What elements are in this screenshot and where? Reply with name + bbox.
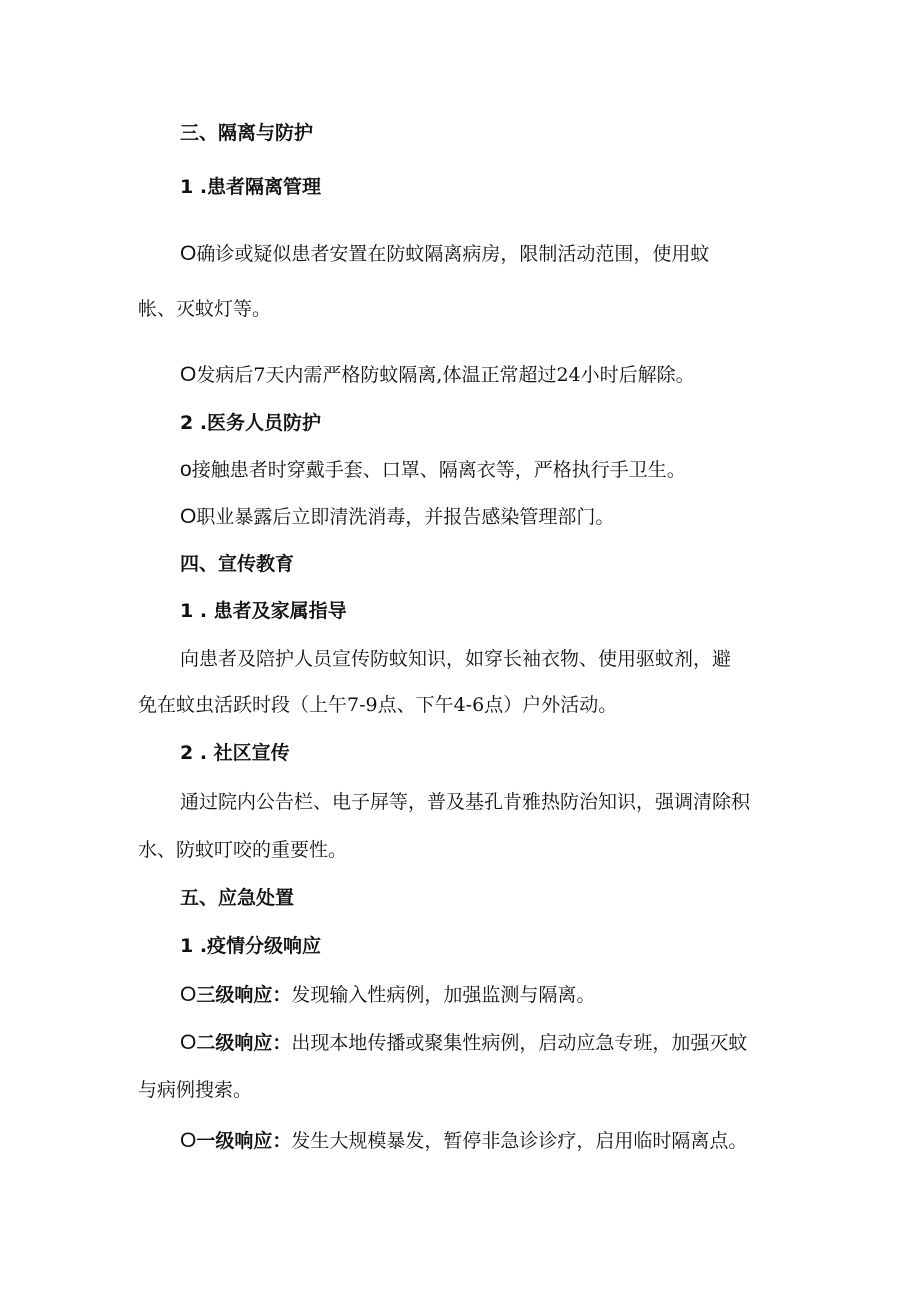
bullet-text: 发生大规模暴发，暂停非急诊诊疗，启用临时隔离点。 (291, 1130, 748, 1152)
bullet-text: 发病后7天内需严格防蚊隔离,体温正常超过24小时后解除。 (196, 364, 695, 386)
subsection-heading: 1 . 患者及家属指导 (180, 600, 347, 622)
bullet-text: 出现本地传播或聚集性病例，启动应急专班，加强灭蚊 (291, 1032, 748, 1054)
section-heading: 四、宣传教育 (180, 553, 295, 575)
bullet-item (180, 457, 686, 483)
bullet-text: 确诊或疑似患者安置在防蚊隔离病房，限制活动范围，使用蚊 (196, 243, 710, 265)
section-heading: 五、应急处置 (180, 887, 295, 909)
bullet-marker: o (180, 458, 192, 481)
bullet-label: 一级响应： (196, 1130, 292, 1152)
bullet-item (180, 982, 595, 1008)
paragraph-line: 通过院内公告栏、电子屏等，普及基孔肯雅热防治知识，强调清除积 (180, 791, 751, 813)
bullet-marker: O (180, 242, 197, 265)
bullet-marker: O (180, 1129, 197, 1152)
subsection-heading: 2 . 社区宣传 (180, 742, 290, 764)
bullet-item (180, 504, 614, 530)
bullet-text: 职业暴露后立即清洗消毒，并报告感染管理部门。 (196, 506, 615, 528)
bullet-label: 三级响应： (196, 984, 292, 1006)
paragraph-line: 免在蚊虫活跃时段（上午7-9点、下午4-6点）户外活动。 (138, 694, 618, 716)
bullet-item (180, 1128, 747, 1154)
bullet-marker: O (180, 1031, 197, 1054)
subsection-heading: 1 .患者隔离管理 (180, 176, 322, 198)
bullet-item (180, 362, 695, 388)
bullet-item (180, 241, 709, 267)
bullet-text-continued: 与病例搜索。 (138, 1079, 253, 1101)
bullet-marker: O (180, 505, 197, 528)
paragraph-line: 向患者及陪护人员宣传防蚊知识，如穿长袖衣物、使用驱蚊剂，避 (180, 648, 732, 670)
bullet-text-continued: 帐、灭蚊灯等。 (138, 298, 272, 320)
subsection-heading: 2 .医务人员防护 (180, 412, 322, 434)
bullet-text: 发现输入性病例，加强监测与隔离。 (291, 984, 596, 1006)
bullet-item (180, 1030, 747, 1056)
paragraph-line: 水、防蚊叮咬的重要性。 (138, 839, 348, 861)
bullet-label: 二级响应： (196, 1032, 292, 1054)
bullet-marker: O (180, 363, 197, 386)
section-heading: 三、隔离与防护 (180, 122, 314, 144)
subsection-heading: 1 .疫情分级响应 (180, 935, 322, 957)
bullet-text: 接触患者时穿戴手套、口罩、隔离衣等，严格执行手卫生。 (191, 459, 686, 481)
bullet-marker: O (180, 983, 197, 1006)
